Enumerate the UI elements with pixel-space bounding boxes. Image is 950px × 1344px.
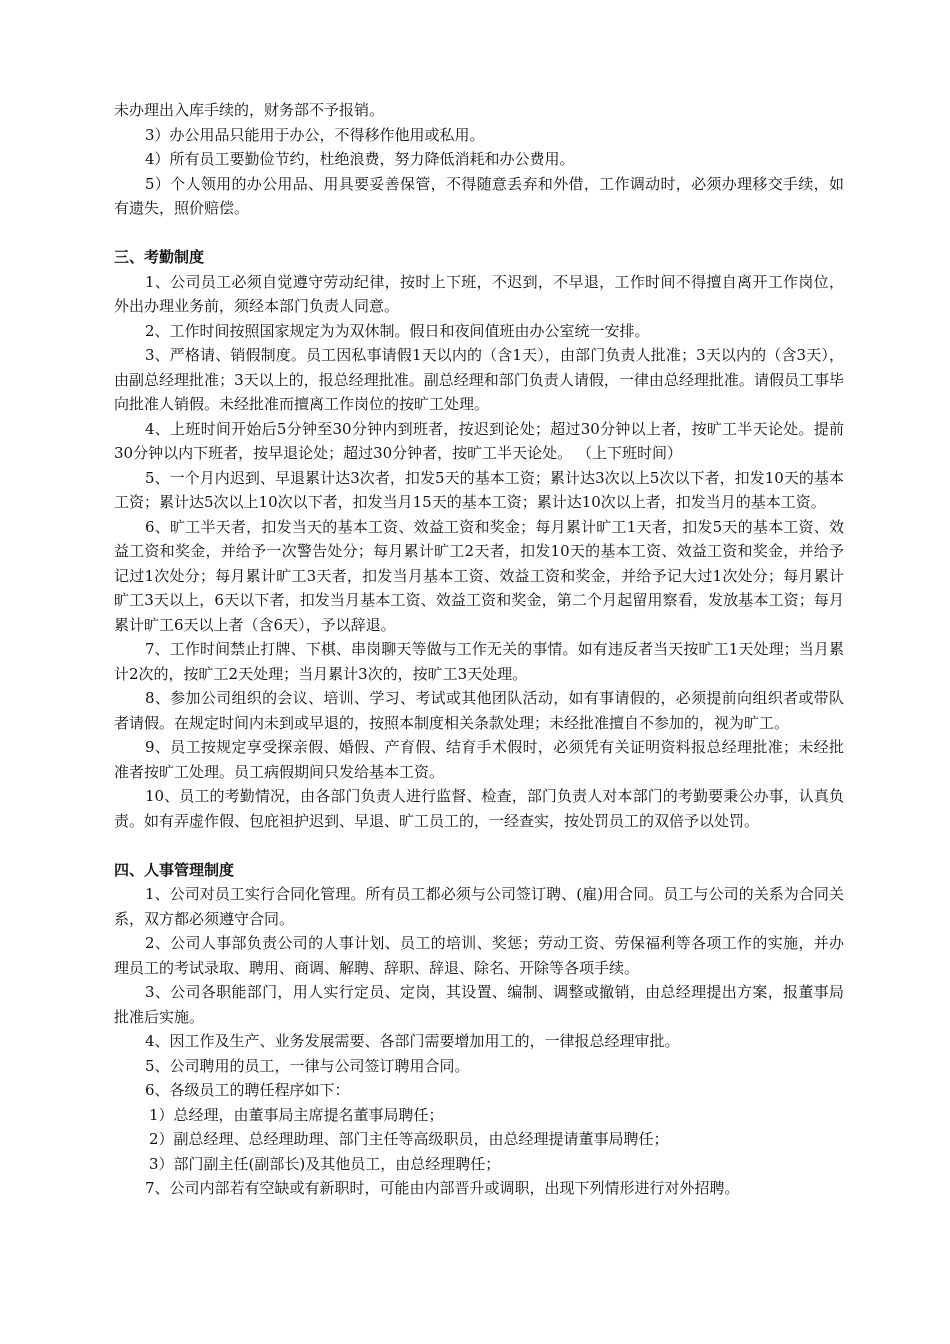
paragraph: 未办理出入库手续的，财务部不予报销。 [114,101,385,119]
list-item: 5）个人领用的办公用品、用具要妥善保管，不得随意丢弃和外借，工作调动时，必须办理移交手续，如有遗失，照价赔偿。 [114,174,844,217]
list-item: 3）办公用品只能用于办公，不得移作他用或私用。 [145,125,485,144]
list-item: 4）所有员工要勤俭节约，杜绝浪费，努力降低消耗和办公费用。 [145,150,575,168]
sub-list-item: 2）副总经理、总经理助理、部门主任等高级职员，由总经理提请董事局聘任； [149,1130,669,1148]
sub-list-item: 3）部门副主任(副部长)及其他员工，由总经理聘任； [149,1154,501,1173]
list-item: 6、各级员工的聘任程序如下： [145,1081,350,1099]
document-body [114,98,844,1201]
list-item: 4、因工作及生产、业务发展需要、各部门需要增加用工的，一律报总经理审批。 [145,1032,680,1050]
list-item: 8、参加公司组织的会议、培训、学习、考试或其他团队活动，如有事请假的，必须提前向组织者或带队者请假。在规定时间内未到或早退的，按照本制度相关条款处理；未经批准擅自不参加的，视为旷工。 [114,689,844,732]
list-item: 2、公司人事部负责公司的人事计划、员工的培训、奖惩；劳动工资、劳保福利等各项工作的实施，并办理员工的考试录取、聘用、商调、解聘、辞职、辞退、除名、开除等各项手续。 [114,934,844,977]
list-item: 1、公司员工必须自觉遵守劳动纪律，按时上下班，不迟到，不早退，工作时间不得擅自离开工作岗位，外出办理业务前，须经本部门负责人同意。 [114,272,844,315]
list-item: 2、工作时间按照国家规定为为双休制。假日和夜间值班由办公室统一安排。 [145,321,650,340]
list-item: 6、旷工半天者，扣发当天的基本工资、效益工资和奖金；每月累计旷工1天者，扣发5天的基本工资、效益工资和奖金，并给予一次警告处分；每月累计旷工2天者，扣发10天的基本工资、效益工资和奖金，并给予记过1次处分；每月累计旷工3天者，扣发当月基本工资、效益工资和奖金，并给予记大过1次处分；每月累计旷工3天以上，6天以下者，扣发当月基本工资、效益工资和奖金，第二个月起留用察看，发放基本工资；每月累计旷工6天以上者（含6天），予以辞退。 [114,517,844,634]
list-item: 4、上班时间开始后5分钟至30分钟内到班者，按迟到论处；超过30分钟以上者，按旷工半天论处。提前30分钟以内下班者，按早退论处；超过30分钟者，按旷工半天论处。 （上下班时间） [114,419,844,462]
list-item: 3、公司各职能部门，用人实行定员、定岗，其设置、编制、调整或撤销，由总经理提出方案，报董事局批准后实施。 [114,983,844,1026]
list-item: 3、严格请、销假制度。员工因私事请假1天以内的（含1天），由部门负责人批准；3天以内的（含3天），由副总经理批准；3天以上的，报总经理批准。副总经理和部门负责人请假，一律由总经理批准。请假员工事毕向批准人销假。未经批准而擅离工作岗位的按旷工处理。 [114,346,844,413]
spacer [114,833,844,858]
list-item: 5、公司聘用的员工，一律与公司签订聘用合同。 [145,1056,470,1075]
section-heading-attendance: 三、考勤制度 [114,248,205,266]
spacer [114,221,844,246]
sub-list-item: 1）总经理，由董事局主席提名董事局聘任； [149,1105,444,1124]
list-item: 9、员工按规定享受探亲假、婚假、产育假、结育手术假时，必须凭有关证明资料报总经理批准；未经批准者按旷工处理。员工病假期间只发给基本工资。 [114,738,844,781]
list-item: 7、公司内部若有空缺或有新职时，可能由内部晋升或调职，出现下列情形进行对外招聘。 [145,1179,740,1197]
list-item: 10、员工的考勤情况，由各部门负责人进行监督、检查，部门负责人对本部门的考勤要秉公办事，认真负责。如有弄虚作假、包庇袒护迟到、早退、旷工员工的，一经查实，按处罚员工的双倍予以处罚。 [114,787,844,830]
list-item: 1、公司对员工实行合同化管理。所有员工都必须与公司签订聘、(雇)用合同。员工与公司的关系为合同关系，双方都必须遵守合同。 [114,885,844,928]
list-item: 7、工作时间禁止打牌、下棋、串岗聊天等做与工作无关的事情。如有违反者当天按旷工1天处理；当月累计2次的，按旷工2天处理；当月累计3次的，按旷工3天处理。 [114,640,844,683]
list-item: 5、一个月内迟到、早退累计达3次者，扣发5天的基本工资；累计达3次以上5次以下者，扣发10天的基本工资；累计达5次以上10次以下者，扣发当月15天的基本工资；累计达10次以上者，扣发当月的基本工资。 [114,468,844,511]
section-heading-personnel: 四、人事管理制度 [114,860,235,879]
